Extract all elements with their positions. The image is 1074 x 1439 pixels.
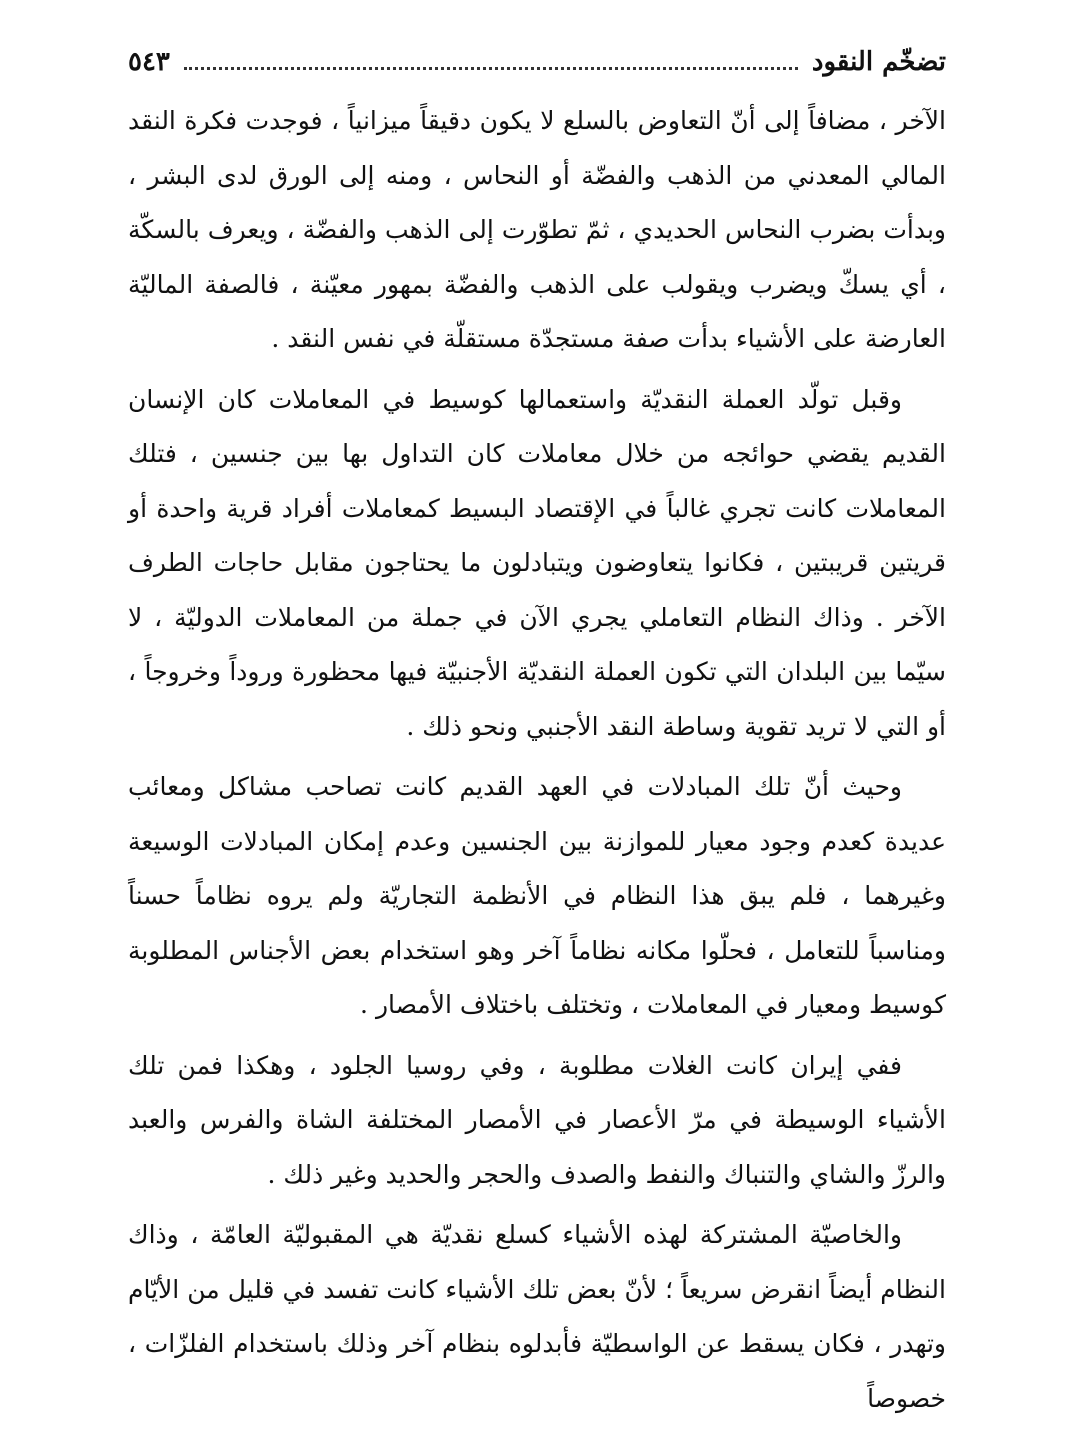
- paragraph: والخاصيّة المشتركة لهذه الأشياء كسلع نقديّة هي المقبوليّة العامّة ، وذاك النظام أيضاً انقرض سريعاً ؛ لأنّ بعض تلك الأشياء كانت تفسد في قليل من الأيّام وتهدر ، فكان يسقط عن الواسطيّة فأبدلوه بنظام آخر وذلك باستخدام الفلزّات ، خصوصاً: [128, 1220, 946, 1413]
- dotted-leader: [184, 67, 798, 70]
- paragraph: وحيث أنّ تلك المبادلات في العهد القديم كانت تصاحب مشاكل ومعائب عديدة كعدم وجود معيار للموازنة بين الجنسين وعدم إمكان المبادلات الوسيعة وغيرهما ، فلم يبق هذا النظام في الأنظمة التجاريّة ولم يروه نظاماً حسناً ومناسباً للتعامل ، فحلّوا مكانه نظاماً آخر وهو استخدام بعض الأجناس المطلوبة كوسيط ومعيار في المعاملات ، وتختلف باختلاف الأمصار .: [128, 772, 946, 1019]
- body-text: [128, 94, 946, 1426]
- paragraph: الآخر ، مضافاً إلى أنّ التعاوض بالسلع لا يكون دقيقاً ميزانياً ، فوجدت فكرة النقد المالي المعدني من الذهب والفضّة أو النحاس ، ومنه إلى الورق لدى البشر ، وبدأت بضرب النحاس الحديدي ، ثمّ تطوّرت إلى الذهب والفضّة ، ويعرف بالسكّة ، أي يسكّ ويضرب ويقولب على الذهب والفضّة بمهور معيّنة ، فالصفة الماليّة العارضة على الأشياء بدأت صفة مستجدّة مستقلّة في نفس النقد .: [128, 106, 946, 353]
- chapter-title: تضخّم النقود: [811, 47, 946, 77]
- page-number: ٥٤٣: [128, 47, 170, 77]
- paragraph: وقبل تولّد العملة النقديّة واستعمالها كوسيط في المعاملات كان الإنسان القديم يقضي حوائجه من خلال معاملات كان التداول بها بين جنسين ، فتلك المعاملات كانت تجري غالباً في الإقتصاد البسيط كمعاملات أفراد قرية واحدة أو قريتين قريبتين ، فكانوا يتعاوضون ويتبادلون ما يحتاجون مقابل حاجات الطرف الآخر . وذاك النظام التعاملي يجري الآن في جملة من المعاملات الدوليّة ، لا سيّما بين البلدان التي تكون العملة النقديّة الأجنبيّة فيها محظورة وروداً وخروجاً ، أو التي لا تريد تقوية وساطة النقد الأجنبي ونحو ذلك .: [128, 384, 946, 741]
- running-header: [128, 38, 946, 86]
- paragraph: ففي إيران كانت الغلات مطلوبة ، وفي روسيا الجلود ، وهكذا فمن تلك الأشياء الوسيطة في مرّ الأعصار في الأمصار المختلفة الشاة والفرس والعبد والرزّ والشاي والتنباك والنفط والصدف والحجر والحديد وغير ذلك .: [128, 1050, 946, 1189]
